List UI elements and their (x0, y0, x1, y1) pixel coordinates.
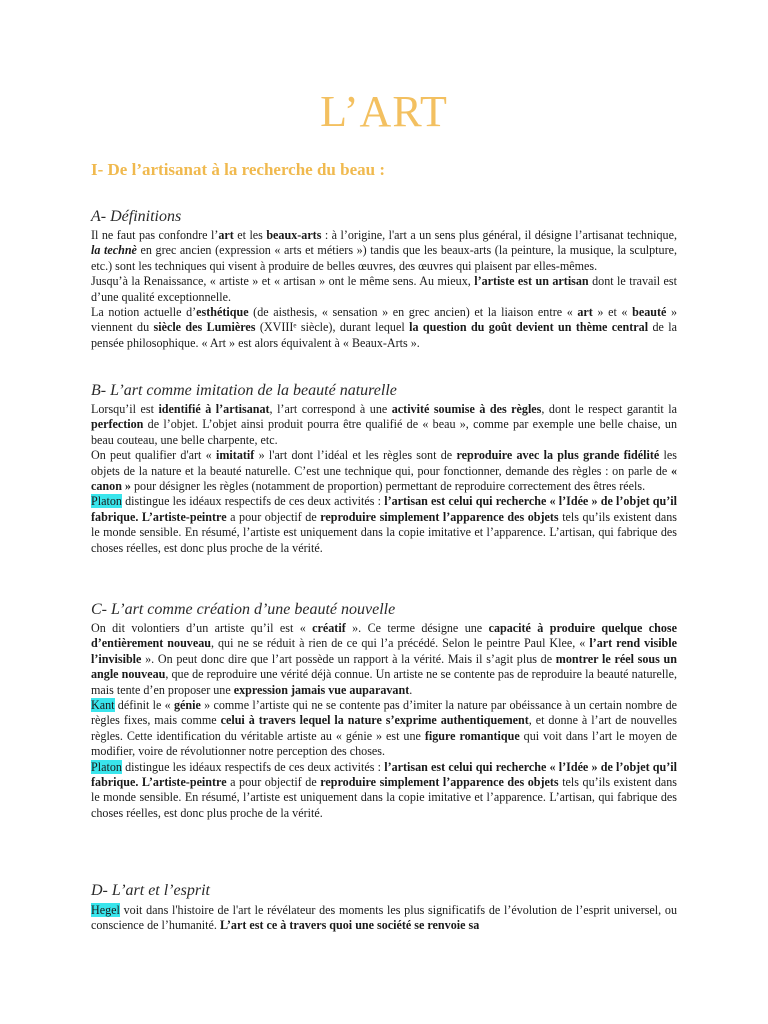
paragraph-artisanat: Lorsqu’il est identifié à l’artisanat, l’art correspond à une activité soumise à des règles, dont le respect garantit la perfection de l’objet. L’objet ainsi produit pourra être qualifié de « beau », comme par exemple une belle chaise, un beau couteau, une belle charpente, etc. (91, 402, 678, 447)
paragraph-esthetique: La notion actuelle d’esthétique (de aisthesis, « sensation » en grec ancien) et la liaison entre « art » et « beauté » viennent du siècle des Lumières (XVIIIᵉ siècle), durant lequel la question du goût devient un thème central de la pensée philosophique. « Art » est alors équivalent à « Beaux-Arts ». (91, 305, 678, 350)
paragraph-createur: On dit volontiers d’un artiste qu’il est « créatif ». Ce terme désigne une capacité à produire quelque chose d’entièrement nouveau, qui ne se réduit à rien de ce qui l’a précédé. Selon le peintre Paul Klee, « l’art rend visible l’invisible ». On peut donc dire que l’art possède un rapport à la vérité. Mais il s’agit plus de montrer le réel sous un angle nouveau, que de reproduire une vérité déjà connue. Un artiste ne se contente pas de reproduire la beauté naturelle, mais tente d’en proposer une expression jamais vue auparavant. (91, 621, 678, 697)
paragraph-art-imitatif: On peut qualifier d'art « imitatif » l'art dont l’idéal et les règles sont de reproduire avec la plus grande fidélité les objets de la nature et la beauté naturelle. C’est une technique qui, pour fonctionner, demande des règles : on parle de « canon » pour désigner les règles (notamment de proportion) permettant de reproduire correctement des êtres réels. (91, 448, 677, 494)
paragraph-platon-repeat: Platon distingue les idéaux respectifs de ces deux activités : l’artisan est celui qui recherche « l’Idée » de l’objet qu’il fabrique. L’artiste-peintre a pour objectif de reproduire simplement l’apparence des objets tels qu’ils existent dans le monde sensible. En résumé, l’artiste est uniquement dans la copie imitative et l’apparence. L’artisan, qui fabrique des choses réelles, est donc plus proche de la vérité. (91, 759, 677, 820)
section-heading: I- De l’artisanat à la recherche du beau : (91, 160, 386, 179)
paragraph-hegel: Hegel voit dans l'histoire de l'art le révélateur des moments les plus significatifs de l’évolution de l’esprit universel, ou conscience de l’humanité. L’art est ce à travers quoi une société se renvoie sa (91, 903, 677, 933)
subheading-imitation: B- L’art comme imitation de la beauté naturelle (91, 382, 397, 399)
subheading-creation: C- L’art comme création d’une beauté nouvelle (91, 601, 396, 618)
highlight-kant: Kant (91, 698, 115, 713)
document-title: L’ART (320, 87, 448, 136)
paragraph-platon: Platon distingue les idéaux respectifs de ces deux activités : l’artisan est celui qui recherche « l’Idée » de l’objet qu’il fabrique. L’artiste-peintre a pour objectif de reproduire simplement l’apparence des objets tels qu’ils existent dans le monde sensible. En résumé, l’artiste est uniquement dans la copie imitative et l’apparence. L’artisan, qui fabrique des choses réelles, est donc plus proche de la vérité. (91, 494, 677, 555)
highlight-platon: Platon (91, 494, 122, 509)
paragraph-esprit (91, 903, 677, 934)
subheading-esprit: D- L’art et l’esprit (91, 882, 210, 899)
paragraph-kant: Kant définit le « génie » comme l’artiste qui ne se contente pas d’imiter la nature par obéissance à un certain nombre de règles fixes, mais comme celui à travers lequel la nature s’exprime authentiquement, et donne à l’art de nouvelles règles. Cette identification du véritable artiste au « génie » est une figure romantique qui voit dans l’art le moyen de modifier, voire de révolutionner notre perception des choses. (91, 698, 678, 759)
highlight-hegel: Hegel (91, 903, 120, 917)
paragraph-creation (91, 621, 677, 821)
paragraph-definitions (91, 228, 677, 351)
highlight-platon-2: Platon (91, 759, 122, 774)
paragraph-imitation (91, 402, 677, 556)
paragraph-art-vs-beaux-arts: Il ne faut pas confondre l’art et les beaux-arts : à l’origine, l'art a un sens plus général, il désigne l’artisanat technique, la technè en grec ancien (expression « arts et métiers ») tandis que les beaux-arts (la peinture, la musique, la sculpture, etc.) sont les techniques qui visent à produire de belles œuvres, des œuvres qui plaisent par elles-mêmes. (91, 228, 677, 273)
paragraph-renaissance: Jusqu’à la Renaissance, « artiste » et « artisan » ont le même sens. Au mieux, l’artiste est un artisan dont le travail est d’une qualité exceptionnelle. (91, 274, 677, 304)
subheading-definitions: A- Définitions (91, 208, 182, 225)
